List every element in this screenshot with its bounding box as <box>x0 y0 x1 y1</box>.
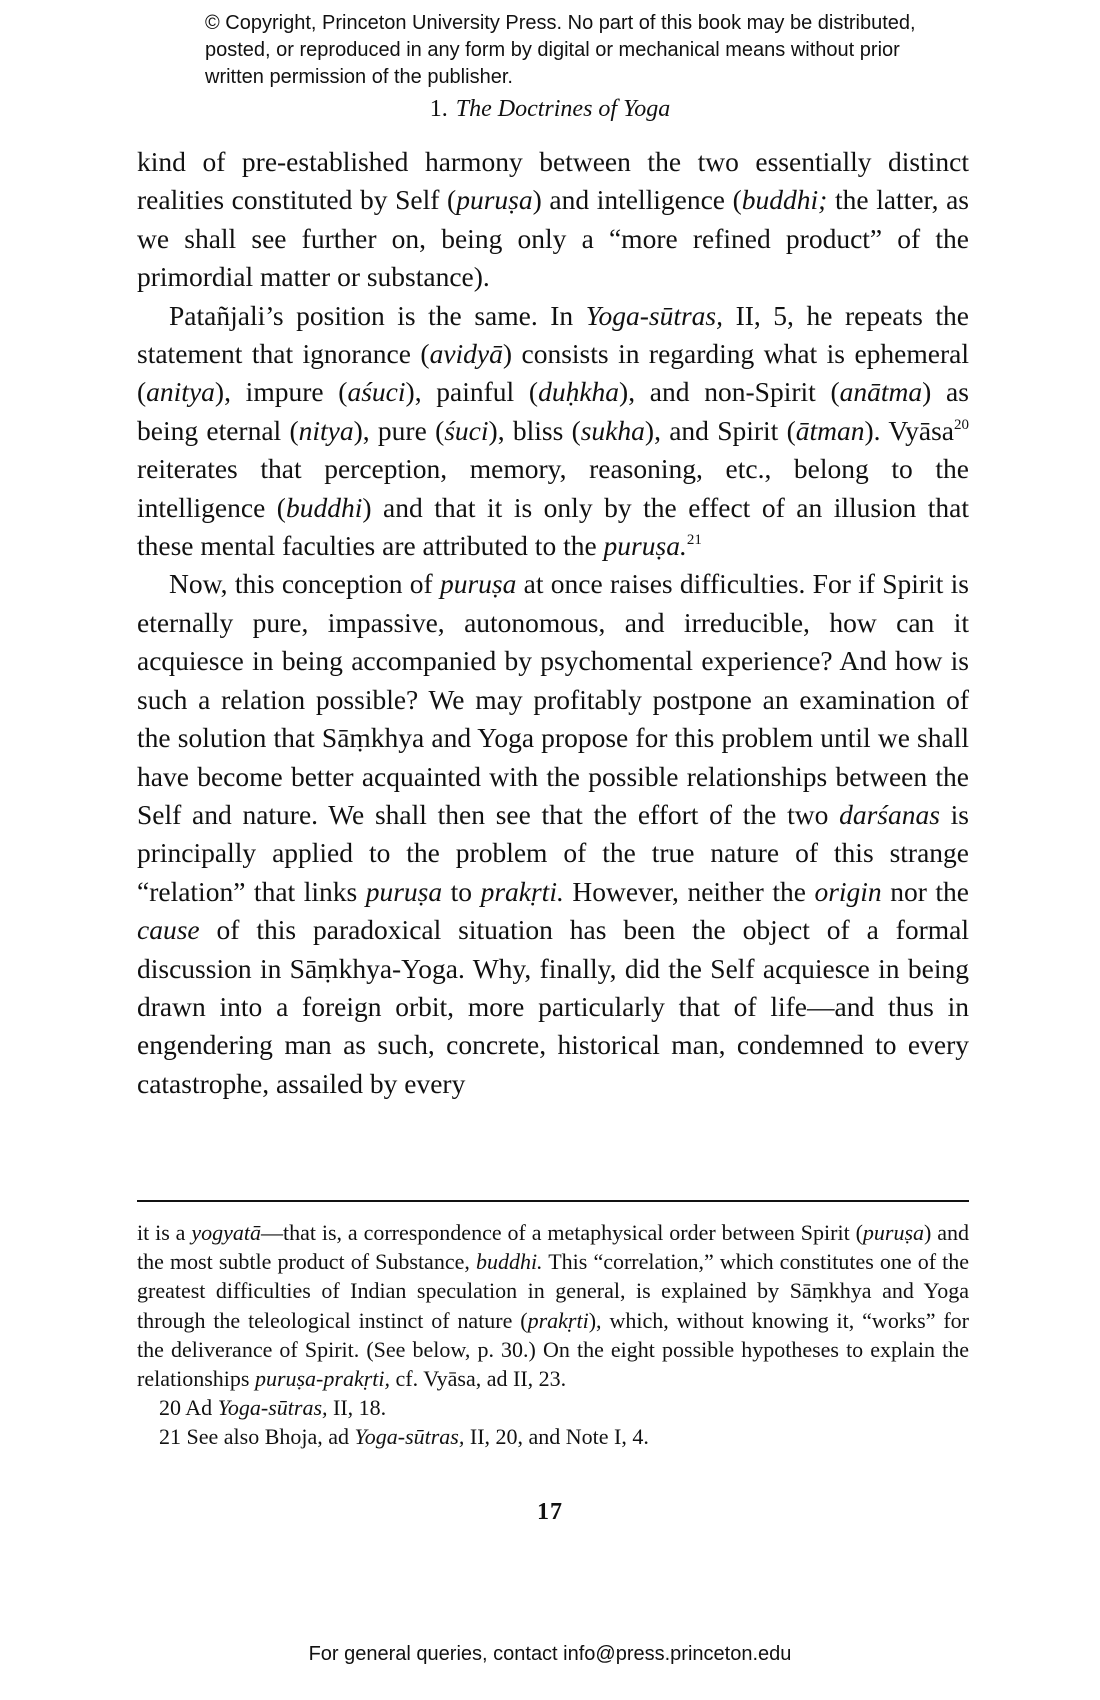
text-run: 20 Ad <box>159 1395 218 1421</box>
text-run: nor the <box>881 875 969 907</box>
italic-term: puruṣa <box>456 184 533 216</box>
contact-line: For general queries, contact info@press.princeton.edu <box>308 1643 792 1665</box>
text-run: the latter, as we shall see further on, being only a “more refined product” of the primordial matter or substance). <box>137 184 969 293</box>
text-run: is principally applied to the problem of the true nature of this strange “relation” that links <box>137 798 970 907</box>
italic-term: origin <box>814 875 882 907</box>
text-run: ) and that it is only by the effect of an illusion that these mental faculties are attributed to the <box>137 491 970 562</box>
text-run: ), which, without knowing it, “works” for the deliverance of Spirit. (See below, p. 30.) On the eight possible hypotheses to explain the relationships <box>137 1307 969 1392</box>
paragraph-1 <box>137 143 969 297</box>
text-run: to <box>442 875 481 907</box>
footnote-divider <box>137 1200 969 1202</box>
italic-term: puruṣa <box>439 568 517 600</box>
text-run: ), impure ( <box>214 376 348 408</box>
italic-term: avidyā <box>429 338 503 370</box>
italic-term: darśanas <box>839 798 940 830</box>
main-text <box>137 143 969 1103</box>
running-head <box>0 96 1100 123</box>
text-run: ). Vyāsa <box>864 414 955 446</box>
italic-term: anitya <box>146 376 215 408</box>
text-run: of this paradoxical situation has been the object of a formal discussion in Sāṃkhya-Yoga. Why, finally, did the Self acquiesce in being drawn into a foreign orbit, more particularly that of life—and thus in engendering man as such, concrete, historical man, condemned to every catastrophe, assailed by every <box>137 914 969 1099</box>
text-run: II, 20, and Note I, 4. <box>464 1424 649 1450</box>
text-run: However, neither the <box>563 875 815 907</box>
text-run: ), pure ( <box>353 414 445 446</box>
text-run: ), and Spirit ( <box>644 414 796 446</box>
text-run: ) consists in regarding what is ephemeral ( <box>137 338 969 408</box>
italic-term: ātman <box>795 414 865 446</box>
italic-term: buddhi; <box>741 184 828 216</box>
italic-term: puruṣa <box>862 1220 925 1245</box>
italic-term: Yoga-sūtras, <box>217 1395 328 1421</box>
text-run: ) and the most subtle product of Substance, <box>137 1220 970 1275</box>
text-run: ) and intelligence ( <box>532 184 742 216</box>
footnote-20 <box>137 1393 969 1422</box>
text-run: This “correlation,” which constitutes one of the greatest difficulties of Indian speculation in general, is explained by Sāṃkhya and Yoga through the teleological instinct of nature ( <box>137 1249 969 1333</box>
paragraph-2 <box>137 297 969 566</box>
text-run: kind of pre-established harmony between the two essentially distinct realities constituted by Self ( <box>137 146 969 216</box>
italic-term: puruṣa. <box>603 530 687 562</box>
copyright-notice: © Copyright, Princeton University Press. No part of this book may be distributed, posted, or reproduced in any form by digital or mechanical means without prior written permission of the publisher. <box>205 12 916 88</box>
italic-term: buddhi <box>285 491 363 523</box>
italic-term: aśuci <box>347 376 406 408</box>
italic-term: nitya <box>298 414 354 446</box>
italic-term: buddhi. <box>475 1249 543 1275</box>
italic-term: śuci <box>444 414 489 446</box>
italic-term: Yoga-sūtras, <box>354 1424 465 1450</box>
italic-term: puruṣa-prakṛti, <box>254 1366 390 1392</box>
text-run: Now, this conception of <box>169 568 440 600</box>
italic-term: anātma <box>839 376 923 408</box>
italic-term: sukha <box>580 414 645 446</box>
text-run: cf. Vyāsa, ad II, 23. <box>390 1366 567 1392</box>
italic-term: duḥkha <box>538 376 620 408</box>
text-run: 21 See also Bhoja, ad <box>159 1424 355 1450</box>
text-run: ) as being eternal ( <box>137 376 969 446</box>
text-run: ), and non-Spirit ( <box>619 376 840 408</box>
footnote-continuation <box>137 1218 969 1393</box>
text-run: it is a <box>137 1220 192 1245</box>
text-run: at once raises difficulties. For if Spirit is eternally pure, impassive, autonomous, and irreducible, how can it acquiesce in being accompanied by psychomental experience? And how is such a relation possible? We may profitably postpone an examination of the solution that Sāṃkhya and Yoga propose for this problem until we shall have become better acquainted with the possible relationships between the Self and nature. We shall then see that the effort of the two <box>137 568 969 830</box>
chapter-number: 1. <box>429 96 448 122</box>
text-run: II, 5, he repeats the statement that ignorance ( <box>137 299 969 370</box>
footnote-ref-20: 20 <box>954 416 970 433</box>
footnotes <box>137 1218 969 1452</box>
text-run: Patañjali’s position is the same. In <box>169 299 586 331</box>
chapter-title: The Doctrines of Yoga <box>455 96 671 122</box>
footnote-21 <box>137 1422 969 1451</box>
italic-term: puruṣa <box>365 875 443 907</box>
italic-term: prakṛti. <box>480 875 564 907</box>
text-run: —that is, a correspondence of a metaphysical order between Spirit ( <box>260 1220 863 1245</box>
italic-term: cause <box>137 914 200 946</box>
footnote-ref-21: 21 <box>686 532 702 549</box>
paragraph-3 <box>137 565 969 1103</box>
italic-term: prakṛti <box>527 1307 589 1333</box>
page-number: 17 <box>537 1499 563 1525</box>
text-run: ), bliss ( <box>488 414 581 446</box>
italic-term: yogyatā <box>191 1220 261 1245</box>
text-run: reiterates that perception, memory, reasoning, etc., belong to the intelligence ( <box>137 453 969 523</box>
italic-term: Yoga-sūtras, <box>585 299 724 331</box>
text-run: II, 18. <box>327 1395 387 1421</box>
text-run: ), painful ( <box>405 376 539 408</box>
